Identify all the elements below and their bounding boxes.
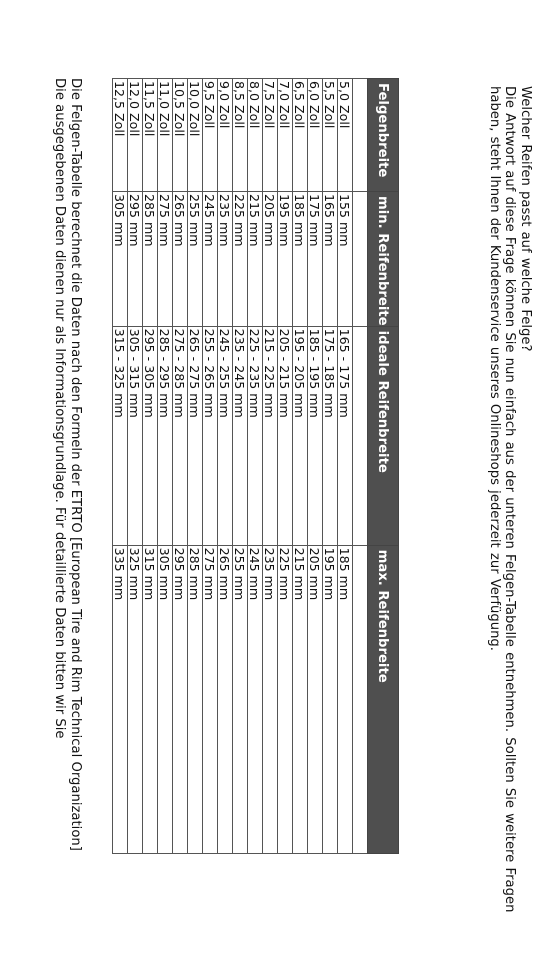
table-cell: 195 - 205 mm bbox=[293, 326, 308, 545]
table-cell: 6,0 Zoll bbox=[308, 79, 323, 192]
table-body bbox=[113, 79, 368, 854]
table-cell: 305 - 315 mm bbox=[128, 326, 143, 545]
table-row bbox=[248, 79, 263, 854]
table-cell: 175 - 185 mm bbox=[323, 326, 338, 545]
intro-answer: Die Antwort auf diese Frage können Sie nun einfach aus der unteren Felgen-Tabelle entnehmen. Sollten Sie weitere Fragen haben, steht Ihnen der Kundenservice unseres Onlineshops jederzeit zur Verfügung. bbox=[487, 86, 518, 913]
table-cell: 265 mm bbox=[218, 545, 233, 853]
table-cell: 295 mm bbox=[128, 192, 143, 327]
table-cell: 305 mm bbox=[113, 192, 128, 327]
table-cell: 255 mm bbox=[188, 192, 203, 327]
table-cell: 215 mm bbox=[293, 545, 308, 853]
table-cell: 205 mm bbox=[263, 192, 278, 327]
table-cell: 195 mm bbox=[323, 545, 338, 853]
table-cell: 275 mm bbox=[203, 545, 218, 853]
table-cell: 185 mm bbox=[338, 545, 353, 853]
intro-question: Welcher Reifen passt auf welche Felge? bbox=[518, 86, 533, 352]
intro-text bbox=[487, 86, 534, 946]
table-row bbox=[323, 79, 338, 854]
table-cell: 245 mm bbox=[248, 545, 263, 853]
table-cell: 185 - 195 mm bbox=[308, 326, 323, 545]
table-cell: 9,5 Zoll bbox=[203, 79, 218, 192]
table-cell bbox=[353, 545, 368, 853]
table-row bbox=[233, 79, 248, 854]
footer-line-1: Die Felgen-Tabelle berechnet die Daten nach den Formeln der ETRTO [European Tire and Rim Technical Organization] bbox=[68, 78, 83, 851]
table-cell: 225 - 235 mm bbox=[248, 326, 263, 545]
table-cell: 305 mm bbox=[158, 545, 173, 853]
table-cell: 5,5 Zoll bbox=[323, 79, 338, 192]
table-cell: 10,5 Zoll bbox=[173, 79, 188, 192]
table-cell: 175 mm bbox=[308, 192, 323, 327]
table-cell: 7,5 Zoll bbox=[263, 79, 278, 192]
table-row-blank bbox=[353, 79, 368, 854]
table-row bbox=[263, 79, 278, 854]
table-row bbox=[218, 79, 233, 854]
table-cell: 205 mm bbox=[308, 545, 323, 853]
table-cell: 215 - 225 mm bbox=[263, 326, 278, 545]
table-cell: 9,0 Zoll bbox=[218, 79, 233, 192]
table-row bbox=[203, 79, 218, 854]
table-cell: 265 - 275 mm bbox=[188, 326, 203, 545]
table-cell bbox=[353, 326, 368, 545]
table-cell: 235 mm bbox=[218, 192, 233, 327]
table-row bbox=[293, 79, 308, 854]
table-row bbox=[158, 79, 173, 854]
table-cell: 215 mm bbox=[248, 192, 263, 327]
table-row bbox=[188, 79, 203, 854]
table-cell: 325 mm bbox=[128, 545, 143, 853]
table-cell: 165 - 175 mm bbox=[338, 326, 353, 545]
table-cell: 255 - 265 mm bbox=[203, 326, 218, 545]
table-cell bbox=[353, 192, 368, 327]
header-felgenbreite: Felgenbreite bbox=[368, 79, 399, 192]
table-cell: 5,0 Zoll bbox=[338, 79, 353, 192]
table-cell: 205 - 215 mm bbox=[278, 326, 293, 545]
table-cell: 225 mm bbox=[278, 545, 293, 853]
rim-tire-table bbox=[112, 78, 399, 854]
table-cell: 195 mm bbox=[278, 192, 293, 327]
table-cell: 12,5 Zoll bbox=[113, 79, 128, 192]
table-cell: 295 mm bbox=[173, 545, 188, 853]
table-row bbox=[143, 79, 158, 854]
table-cell: 10,0 Zoll bbox=[188, 79, 203, 192]
table-row bbox=[113, 79, 128, 854]
table-cell: 275 mm bbox=[158, 192, 173, 327]
table-cell: 225 mm bbox=[233, 192, 248, 327]
table-cell: 315 mm bbox=[143, 545, 158, 853]
table-cell: 185 mm bbox=[293, 192, 308, 327]
table-cell: 315 - 325 mm bbox=[113, 326, 128, 545]
table-cell: 165 mm bbox=[323, 192, 338, 327]
footer-line-2: Die ausgegebenen Daten dienen nur als Informationsgrundlage. Für detaillierte Daten bitten wir Sie bbox=[52, 78, 68, 739]
table-row bbox=[173, 79, 188, 854]
header-ideale-reifenbreite: ideale Reifenbreite bbox=[368, 326, 399, 545]
table-cell: 265 mm bbox=[173, 192, 188, 327]
table-cell: 245 - 255 mm bbox=[218, 326, 233, 545]
footer-text bbox=[52, 78, 83, 958]
table-cell: 12,0 Zoll bbox=[128, 79, 143, 192]
table-cell: 8,5 Zoll bbox=[233, 79, 248, 192]
table-cell: 255 mm bbox=[233, 545, 248, 853]
table-cell: 235 mm bbox=[263, 545, 278, 853]
table-row bbox=[128, 79, 143, 854]
table-cell: 245 mm bbox=[203, 192, 218, 327]
header-max-reifenbreite: max. Reifenbreite bbox=[368, 545, 399, 853]
table-cell: 275 - 285 mm bbox=[173, 326, 188, 545]
table-row bbox=[278, 79, 293, 854]
table-cell: 285 - 295 mm bbox=[158, 326, 173, 545]
table-cell: 335 mm bbox=[113, 545, 128, 853]
table-cell: 6,5 Zoll bbox=[293, 79, 308, 192]
table-header-row bbox=[368, 79, 399, 854]
table-cell: 155 mm bbox=[338, 192, 353, 327]
table-cell: 11,5 Zoll bbox=[143, 79, 158, 192]
table-row bbox=[338, 79, 353, 854]
table-row bbox=[308, 79, 323, 854]
table-cell: 11,0 Zoll bbox=[158, 79, 173, 192]
table-cell: 295 - 305 mm bbox=[143, 326, 158, 545]
table-cell bbox=[353, 79, 368, 192]
table-cell: 285 mm bbox=[143, 192, 158, 327]
table-cell: 7,0 Zoll bbox=[278, 79, 293, 192]
table-cell: 235 - 245 mm bbox=[233, 326, 248, 545]
header-min-reifenbreite: min. Reifenbreite bbox=[368, 192, 399, 327]
table-cell: 8,0 Zoll bbox=[248, 79, 263, 192]
table-cell: 285 mm bbox=[188, 545, 203, 853]
